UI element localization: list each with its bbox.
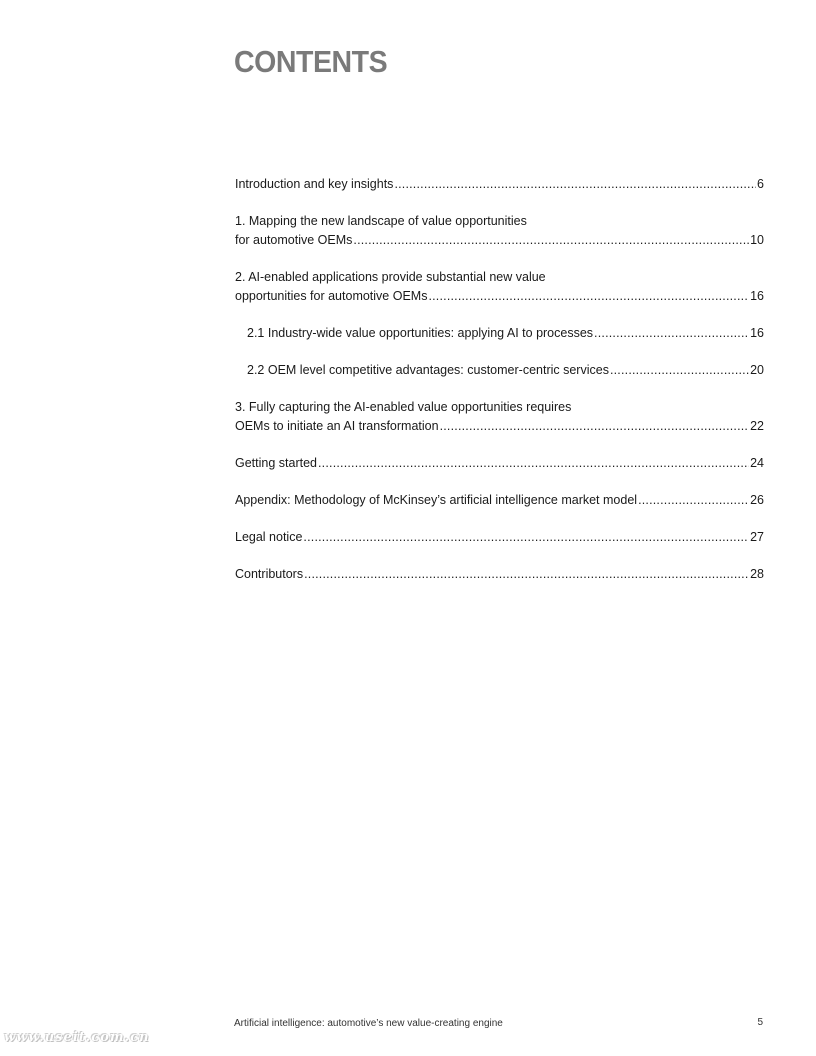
toc-entry[interactable]: [235, 361, 764, 380]
dot-leader: [594, 324, 749, 343]
toc-entry[interactable]: [235, 454, 764, 473]
toc-entry[interactable]: [235, 528, 764, 547]
toc-page-number: 28: [750, 567, 764, 581]
dot-leader: [610, 361, 749, 380]
toc-entry[interactable]: [235, 398, 764, 436]
toc-page-number: 10: [750, 233, 764, 247]
page-title: CONTENTS: [234, 44, 388, 79]
toc-entry-label: 3. Fully capturing the AI-enabled value opportunities requires: [235, 400, 572, 414]
toc-entry-label: Getting started: [235, 456, 317, 470]
toc-entry-label: Appendix: Methodology of McKinsey’s artificial intelligence market model: [235, 493, 638, 507]
toc-page-number: 24: [750, 456, 764, 470]
dot-leader: [304, 565, 749, 584]
toc-page-number: 16: [750, 289, 764, 303]
dot-leader: [303, 528, 749, 547]
toc-entry[interactable]: [235, 491, 764, 510]
toc-entry-label: 2.2 OEM level competitive advantages: customer-centric services: [247, 363, 609, 377]
dot-leader: [638, 491, 749, 510]
dot-leader: [394, 175, 756, 194]
dot-leader: [353, 231, 749, 250]
toc-entry[interactable]: [235, 212, 764, 250]
toc-page-number: 6: [757, 177, 764, 191]
dot-leader: [440, 417, 750, 436]
toc-entry-label: for automotive OEMs: [235, 233, 353, 247]
toc-entry-label: 2. AI-enabled applications provide substantial new value: [235, 270, 546, 284]
footer-page-number: 5: [757, 1017, 763, 1028]
toc-page-number: 22: [750, 419, 764, 433]
toc-entry-label: Contributors: [235, 567, 304, 581]
watermark: www.useit.com.cn: [4, 1030, 150, 1045]
toc-entry[interactable]: [235, 175, 764, 194]
toc-entry-label: 1. Mapping the new landscape of value opportunities: [235, 214, 527, 228]
toc-entry-label: Legal notice: [235, 530, 303, 544]
footer-title: Artificial intelligence: automotive’s new value-creating engine: [234, 1018, 503, 1029]
toc-entry-label: 2.1 Industry-wide value opportunities: applying AI to processes: [247, 326, 594, 340]
toc-page-number: 20: [750, 363, 764, 377]
toc-entry[interactable]: [235, 565, 764, 584]
toc-page-number: 16: [750, 326, 764, 340]
toc-entry[interactable]: [235, 324, 764, 343]
table-of-contents: [235, 175, 764, 584]
toc-page-number: 27: [750, 530, 764, 544]
toc-entry-label: OEMs to initiate an AI transformation: [235, 419, 439, 433]
toc-page-number: 26: [750, 493, 764, 507]
dot-leader: [428, 287, 749, 306]
toc-entry-label: opportunities for automotive OEMs: [235, 289, 428, 303]
dot-leader: [318, 454, 749, 473]
toc-entry[interactable]: [235, 268, 764, 306]
toc-entry-label: Introduction and key insights: [235, 177, 394, 191]
